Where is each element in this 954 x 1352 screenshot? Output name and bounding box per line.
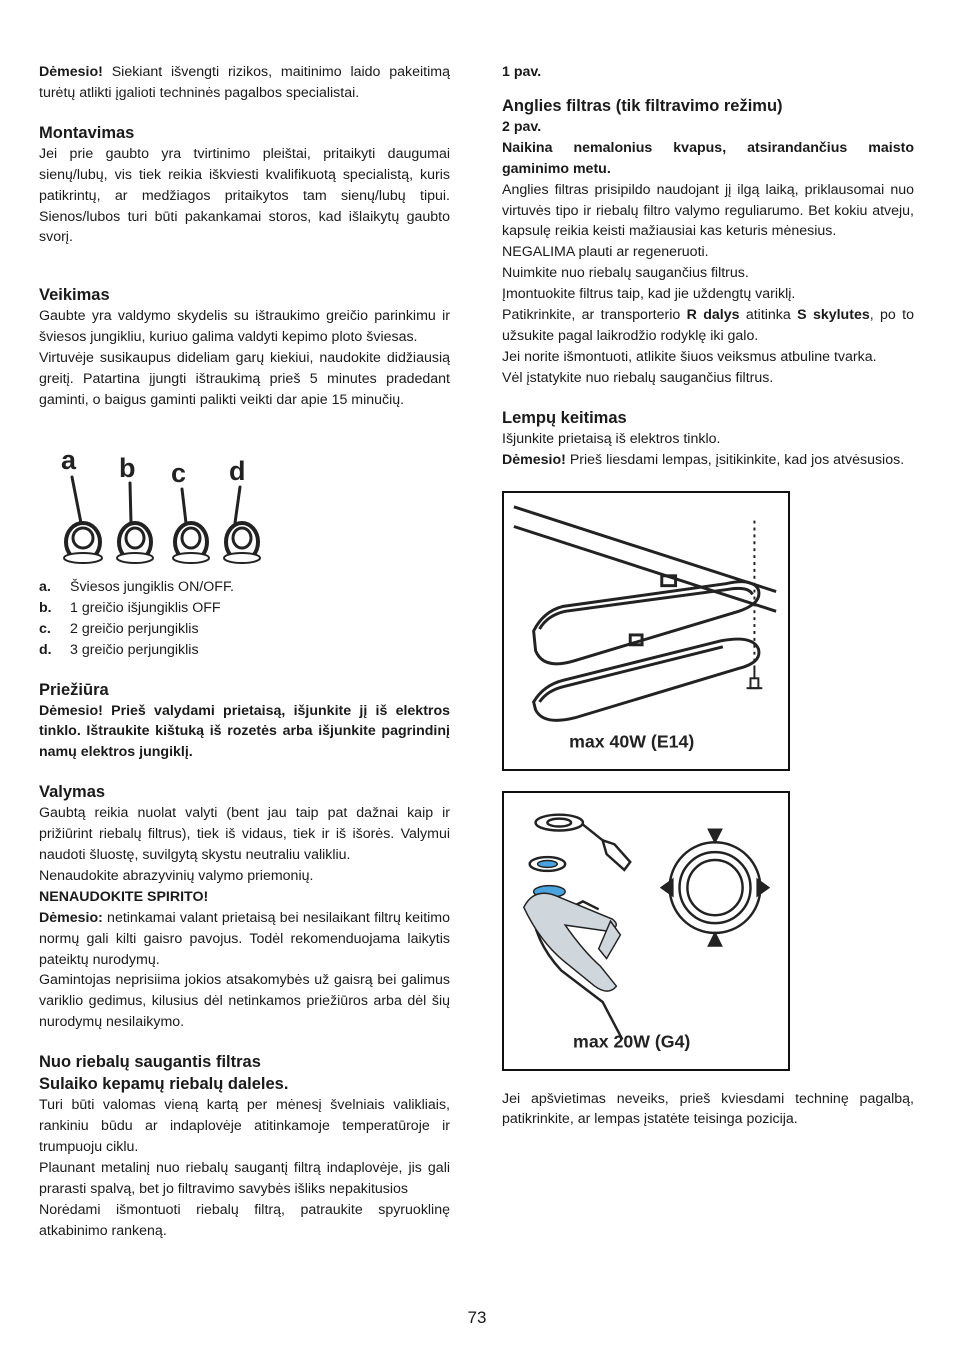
list-item [39,598,450,619]
grease-text-2: Plaunant metalinį nuo riebalų saugantį filtrą indaplovėje, jis gali prarasti spalvą, bet jo filtravimo savybės išliks nepakitusios [39,1159,450,1197]
list-text: 2 greičio perjungiklis [70,620,199,637]
list-letter: d. [39,641,52,658]
carbon-text-5a: Patikrinkite, ar transporterio [502,307,687,324]
list-text: 1 greičio išjungiklis OFF [70,599,221,616]
cleaning-text-1: Gaubtą reikia nuolat valyti (bent jau taip pat dažnai kaip ir prižiūrint riebalų filtrus), tiek iš vidaus, tiek ir iš išorės. Valymui naudoti šluostę, suvilgytą skystu neutraliu valikliu. [39,805,450,864]
right-column [502,62,914,1130]
maintenance-text: Dėmesio! Prieš valydami prietaisą, išjunkite jį iš elektros tinklo. Ištraukite kištuką iš rozetės arba išjunkite pagrindinį namų elektros jungiklį. [39,702,450,761]
lamp-warning-label: Dėmesio! [502,451,566,468]
page-number: 73 [467,1308,487,1327]
carbon-text-4: Įmontuokite filtrus taip, kad jie uždengtų variklį. [502,286,796,303]
s-holes-label: S skylutes [797,307,870,324]
list-text: Šviesos jungiklis ON/OFF. [70,578,234,595]
list-letter: a. [39,578,51,595]
r-parts-label: R dalys [686,307,740,324]
grease-text-3: Norėdami išmontuoti riebalų filtrą, patraukite spyruoklinę atkabinimo rankeną. [39,1201,450,1239]
left-column [39,62,450,1242]
grease-filter-subheading: Sulaiko kepamų riebalų daleles. [39,1075,289,1094]
cleaning-warning-label: Dėmesio: [39,909,103,926]
carbon-text-1: Anglies filtras prisipildo naudojant jį ilgą laiką, priklausomai nuo virtuvės tipo ir riebalų filtro valymo reguliarumo. Bet kokiu atveju, kapsulę reikia keisti mažiausiai kas keturis mėnesius. [502,181,914,240]
cleaning-heading: Valymas [39,783,106,802]
carbon-text-3: Nuimkite nuo riebalų saugančius filtrus. [502,265,749,282]
switch-letter-a: a [61,444,77,475]
cleaning-warning [39,908,450,971]
switch-letter-d: d [229,455,246,486]
operation-heading: Veikimas [39,286,110,305]
grease-text-1: Turi būti valomas vieną kartą per mėnesį švelniais valikliais, rankiniu būdu ar indaplovėje atitinkamoje temperatūroje ir trumpuoju ciklu. [39,1097,450,1155]
carbon-text-5 [502,305,914,347]
list-letter: c. [39,620,51,637]
switch-knob-b [117,523,153,563]
carbon-text-7: Vėl įstatykite nuo riebalų saugančius filtrus. [502,369,774,386]
cleaning-warning-text: netinkamai valant prietaisą bei nesilaikant filtrų keitimo normų gali kilti gaisro pavojus. Todėl rekomenduojama laikytis pateiktų nurodymų. [39,909,450,968]
lamp-warning [502,450,914,471]
switch-legend-list [39,577,450,661]
lamp-text-2: Jei apšvietimas neveiks, prieš kviesdami techninę pagalbą, patikrinkite, ar lempas įstatėte teisinga pozicija. [502,1090,914,1128]
g4-lamp-caption: max 20W (G4) [573,1030,691,1051]
carbon-text-5c: atitinka [739,307,798,324]
carbon-filter-bold: Naikina nemalonius kvapus, atsirandančius maisto gaminimo metu. [502,139,914,177]
carbon-text-6: Jei norite išmontuoti, atlikite šiuos veiksmus atbuline tvarka. [502,348,877,365]
carbon-text-5e: , po to užsukite pagal laikrodžio rodyklę iki galo. [502,307,914,344]
list-item [39,577,450,598]
e14-lamp-figure [502,491,790,771]
operation-text-2: Virtuvėje susikaupus dideliam garų kiekiui, naudokite didžiausią greitį. Patartina įjungti ištraukimą prieš 5 minutes pradedant gaminti, o baigus gaminti palikti veikti dar apie 15 minučių. [39,350,450,408]
warning-label: Dėmesio! [39,64,103,80]
maintenance-heading: Priežiūra [39,680,109,699]
g4-lamp-figure [502,791,790,1071]
list-item [39,619,450,640]
figure-1-reference: 1 pav. [502,64,542,80]
operation-text-1: Gaubte yra valdymo skydelis su ištraukimo greičio parinkimu ir šviesos jungikliu, kuriuo galima valdyti kepimo ploto šviesas. [39,308,450,346]
switch-knobs [64,523,260,563]
warning-text: Siekiant išvengti rizikos, maitinimo laido pakeitimą turėtų atlikti įgalioti techninės pagalbos specialistai. [39,64,450,101]
figure-2-reference: 2 pav. [502,118,542,135]
switch-knob-c [173,523,209,563]
lamp-warning-text: Prieš liesdami lempas, įsitikinkite, kad jos atvėsusios. [565,451,905,468]
list-letter: b. [39,599,52,616]
list-text: 3 greičio perjungiklis [70,641,199,658]
list-item [39,640,450,661]
carbon-text-2: NEGALIMA plauti ar regeneruoti. [502,244,709,261]
e14-lamp-caption: max 40W (E14) [569,730,695,751]
switch-knob-d [224,523,260,563]
cleaning-text-3: Gamintojas neprisiima jokios atsakomybės už gaisrą bei galimus variklio gedimus, kilusius dėl netinkamos priežiūros arba dėl šių nurodymų nesilaikymo. [39,972,450,1031]
mounting-heading: Montavimas [39,123,135,142]
switch-knob-a [64,523,102,563]
carbon-filter-heading: Anglies filtras (tik filtravimo režimu) [502,96,783,115]
grease-filter-heading: Nuo riebalų saugantis filtras [39,1053,261,1072]
lamp-replacement-heading: Lempų keitimas [502,408,627,427]
cleaning-caps-warning: NENAUDOKITE SPIRITO! [39,888,209,905]
mounting-text: Jei prie gaubto yra tvirtinimo pleištai, pritaikyti daugumai sienų/lubų, vis tiek reikia iškviesti kvalifikuotą specialistą, kuris patikrintų, ar medžiagos pritaikytos tam sienų/lubų tipui. Sienos/lubos turi būti pakankamai storos, kad išlaikytų gaubto svorį. [39,145,450,246]
cleaning-text-2: Nenaudokite abrazyvinių valymo priemonių. [39,867,314,884]
switch-letter-b: b [119,452,136,483]
control-switches-figure [49,441,279,571]
power-cord-warning [39,62,450,104]
lamp-text-1: Išjunkite prietaisą iš elektros tinklo. [502,430,721,447]
switch-letter-c: c [171,457,187,488]
